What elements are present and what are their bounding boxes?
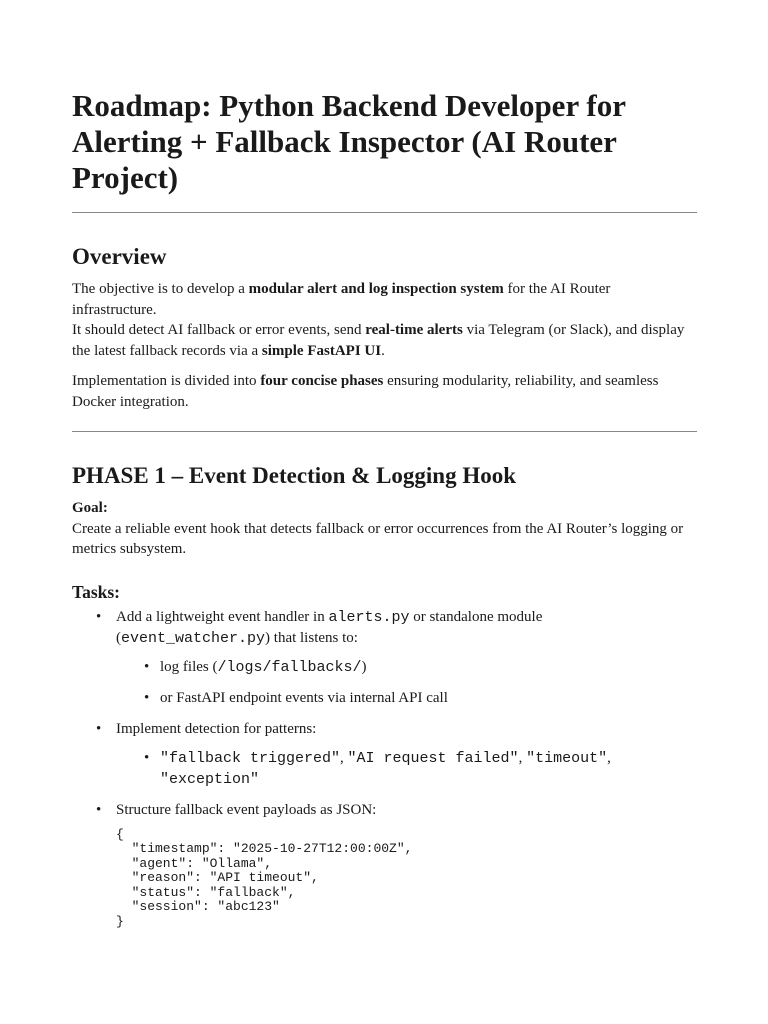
sub-list [116,657,697,709]
phase-1-heading: PHASE 1 – Event Detection & Logging Hook [72,463,517,488]
sub-list [116,748,697,790]
inline-code: "AI request failed" [347,749,519,767]
text: ensuring modularity, reliability, and seamless Docker integration. [72,373,659,410]
task-item-detection-patterns [72,719,697,790]
sub-item-log-files [116,657,697,678]
goal-label: Goal: [72,500,108,516]
sub-item-fastapi-events: • or FastAPI endpoint events via internal API call [116,688,697,709]
document-page [72,0,697,930]
bold-text: modular alert and log inspection system [248,281,504,297]
text: Structure fallback event payloads as JSON: [116,801,377,818]
inline-code: event_watcher.py [121,629,266,647]
task-item-event-handler [72,607,697,709]
text: Implement detection for patterns: [116,720,317,737]
text: log files ( [160,658,218,675]
text: ) [361,658,367,675]
task-item-json-payloads [72,800,697,930]
overview-paragraph-2 [72,371,697,412]
separator: , [340,749,348,766]
task-list [72,607,697,930]
goal-text: Create a reliable event hook that detects fallback or error occurrences from the AI Router’s logging or metrics subsystem. [72,520,684,557]
inline-code: "timeout" [526,749,608,767]
separator: , [607,749,611,766]
divider [72,212,697,213]
overview-paragraph-1 [72,279,697,361]
inline-code: "exception" [160,770,260,788]
inline-code: alerts.py [328,608,410,626]
text: Add a lightweight event handler in [116,608,329,625]
bold-text: real-time alerts [365,322,463,338]
text: via Telegram (or Slack), and display the latest fallback records via a [72,322,685,359]
page-title: Roadmap: Python Backend Developer for Alerting + Fallback Inspector (AI Router Project) [72,88,626,195]
text: Implementation is divided into [72,373,261,389]
text: . [381,342,385,359]
json-code-block: { "timestamp": "2025-10-27T12:00:00Z", "agent": "Ollama", "reason": "API timeout", "status": "fallback", "session": "abc123" } [116,826,413,930]
sub-item-patterns [116,748,697,790]
text: The objective is to develop a [72,281,249,297]
inline-code: "fallback triggered" [160,749,341,767]
separator: , [518,749,527,766]
inline-code: /logs/fallbacks/ [217,658,362,676]
text: It should detect AI fallback or error events, send [72,322,366,338]
divider [72,431,697,432]
tasks-heading: Tasks: [72,581,120,602]
text: ) that listens to: [265,629,358,646]
bold-text: simple FastAPI UI [261,342,382,359]
bold-text: four concise phases [260,373,384,389]
text: for the AI Router infrastructure. [72,281,611,318]
text: or standalone module ( [116,608,543,646]
overview-heading: Overview [72,244,167,269]
